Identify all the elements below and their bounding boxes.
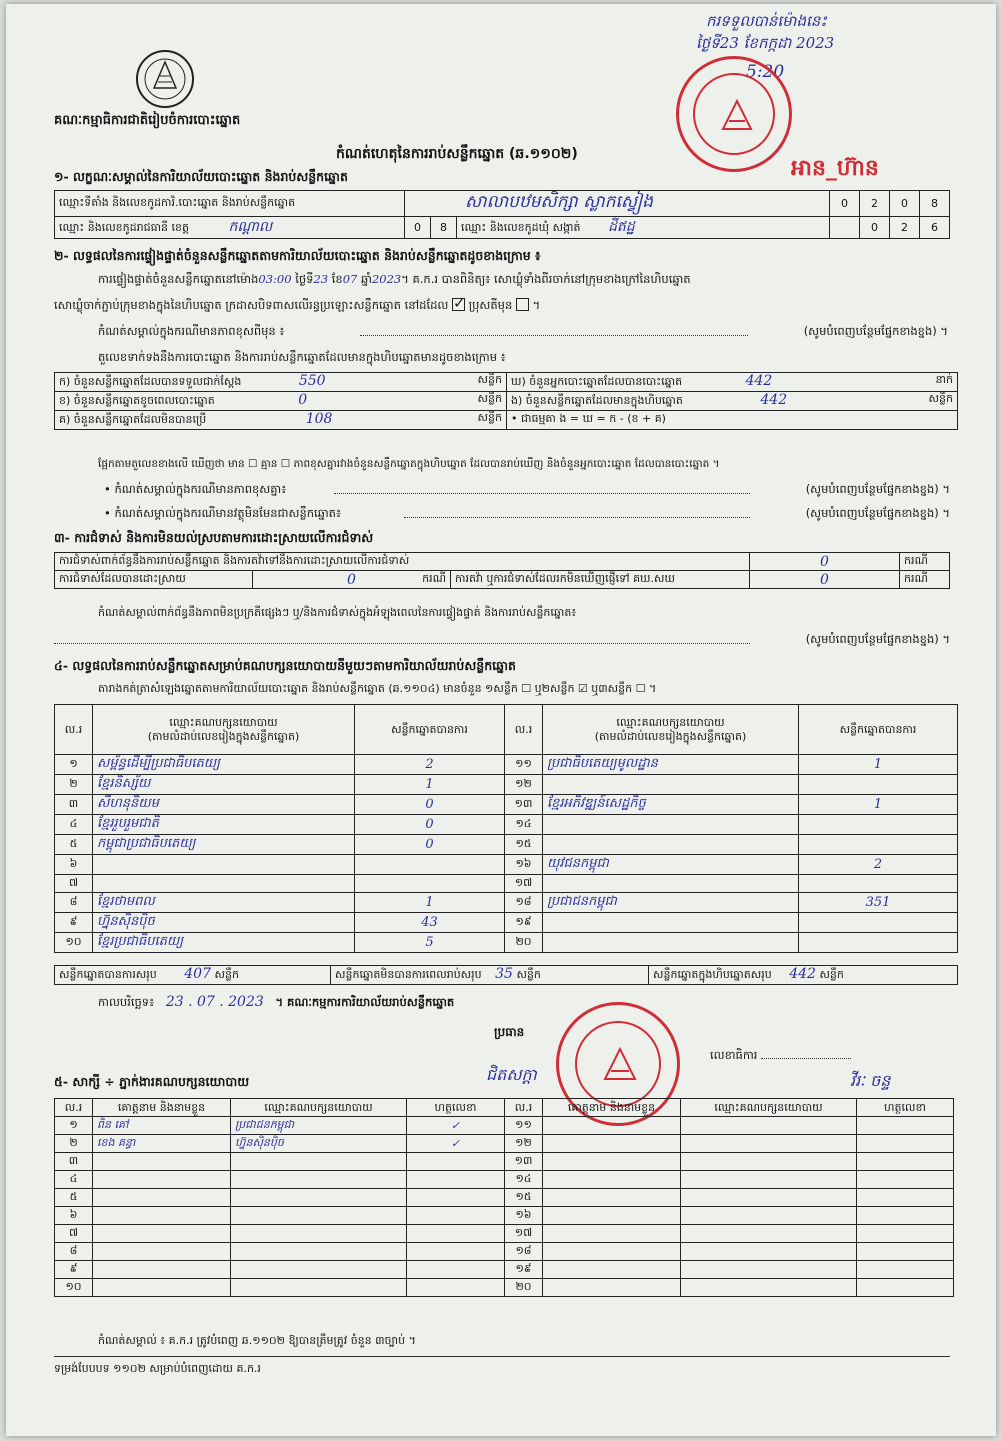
party-votes: 43: [355, 913, 505, 933]
forwarded-value: 0: [750, 571, 900, 589]
witness-signature: [857, 1135, 954, 1153]
row-no: ១៩: [505, 913, 543, 933]
section-1-table: [54, 190, 950, 239]
table-row: [55, 913, 958, 933]
witness-signature: [857, 1225, 954, 1243]
province-code-2: 8: [440, 221, 447, 234]
date-label: កាលបរិច្ឆេទ៖: [98, 995, 155, 1009]
row-no: ៧: [55, 875, 93, 893]
table-row: [55, 1225, 954, 1243]
row-no: ១៥: [505, 835, 543, 855]
received-note-2: ថ្ងៃទី23 ខែកក្កដា 2023: [696, 34, 835, 52]
col-party-right: ឈ្មោះគណបក្សនយោបាយ: [616, 715, 725, 729]
witness-name: [543, 1279, 681, 1297]
w-col-name-right: គោត្តនាម និងនាមខ្លួន: [543, 1099, 681, 1117]
commune-code-2: 2: [901, 221, 908, 234]
witness-signature: [857, 1243, 954, 1261]
witness-signature: [857, 1261, 954, 1279]
witness-party: [681, 1171, 857, 1189]
witness-name: [93, 1207, 231, 1225]
witness-signature: [857, 1117, 954, 1135]
row-no: ៧: [55, 1225, 93, 1243]
difference-note: [98, 324, 948, 341]
table-row: [55, 1135, 954, 1153]
row-no: ១៥: [505, 1189, 543, 1207]
witness-party: [231, 1153, 407, 1171]
row-no: ៩: [55, 1261, 93, 1279]
row-no: ៥: [55, 1189, 93, 1207]
party-name: [543, 875, 799, 893]
table-row: [55, 1171, 954, 1189]
table-row: [55, 933, 958, 953]
witness-party: [231, 1243, 407, 1261]
table-row: [55, 875, 958, 893]
w-col-no-left: ល.រ: [55, 1099, 93, 1117]
discrepancy-fill: (សូមបំពេញបន្ថែមផ្នែកខាងខ្នង) ។: [805, 482, 950, 496]
witness-party: [681, 1135, 857, 1153]
verification-line-2: សោឃ្លុំចាក់ភ្ជាប់ក្រុមខាងក្នុងនៃហិបឆ្នោត ក្រដាសបិទពាសលើរន្ធប្រឡោះសន្លឹកឆ្នោត នៅដដែល ✓ ប្រុសតីមុន ។: [54, 298, 540, 315]
nec-emblem-icon: [134, 48, 196, 110]
complaints-label: ការជំទាស់ពាក់ព័ន្ធនឹងការរាប់សន្លឹកឆ្នោត និងការតវ៉ាទៅនឹងការដោះស្រាយលើការជំទាស់: [55, 553, 750, 571]
witness-party: [231, 1279, 407, 1297]
table-row: [55, 775, 958, 795]
discrepancy-note: [104, 482, 950, 499]
party-votes: [355, 875, 505, 893]
spoiled-value: 0: [298, 392, 308, 408]
unused-label: គ) ចំនួនសន្លឹកឆ្នោតដែលមិនបានប្រើ: [59, 413, 207, 426]
party-name: សីហនុនិយម: [93, 795, 355, 815]
witness-name: [543, 1261, 681, 1279]
unused-value: 108: [305, 411, 333, 427]
location-code-3: 0: [901, 197, 908, 210]
form-page: [6, 4, 996, 1436]
party-name: [543, 933, 799, 953]
different-checkbox[interactable]: [516, 298, 529, 311]
witness-signature: [407, 1189, 505, 1207]
witness-name: [543, 1117, 681, 1135]
foreign-object-note: [104, 506, 950, 523]
verify-time-label: ការផ្ទៀងផ្ទាត់ចំនួនសន្លឹកឆ្នោតនៅម៉ោង: [98, 272, 259, 286]
footer-form-ref: ទម្រង់បែបបទ ១១០២ សម្រាប់បំពេញដោយ គ.ក.រ: [54, 1362, 261, 1375]
seal-text: សោឃ្លុំចាក់ភ្ជាប់ក្រុមខាងក្នុងនៃហិបឆ្នោត ក្រដាសបិទពាសលើរន្ធប្រឡោះសន្លឹកឆ្នោត នៅដដែល: [54, 298, 449, 312]
received-label: ក) ចំនួនសន្លឹកឆ្នោតដែលបានទទួលជាក់ស្តែង: [59, 375, 242, 388]
row-no: ១០: [55, 1279, 93, 1297]
party-results-table: [54, 704, 958, 953]
verify-year: 2023: [371, 272, 402, 286]
party-name: ខ្មែររួបរួមជាតិ: [93, 815, 355, 835]
spoiled-label: ខ) ចំនួនសន្លឹកឆ្នោតខូចពេលបោះឆ្នោត: [59, 394, 215, 407]
unused-unit: សន្លឹក: [477, 411, 502, 424]
row-no: ២០: [505, 933, 543, 953]
party-name: [543, 835, 799, 855]
location-code-2: 2: [871, 197, 878, 210]
table-row: [55, 1207, 954, 1225]
w-col-sign-right: ហត្ថលេខា: [857, 1099, 954, 1117]
commune-label: ឈ្មោះ និងលេខកូដឃុំ សង្កាត់: [461, 221, 581, 234]
row-no: ៣: [55, 795, 93, 815]
witness-name: [543, 1171, 681, 1189]
witness-name: ពិន គៅ: [93, 1117, 231, 1135]
party-name: ខ្មែរនិស្ស័យ: [93, 775, 355, 795]
complaints-value: 0: [750, 553, 900, 571]
party-votes: 0: [355, 795, 505, 815]
party-votes: [799, 775, 958, 795]
different-label: ប្រុសតីមុន: [468, 298, 513, 312]
witness-name: [543, 1243, 681, 1261]
verify-month-label: ខែ: [331, 272, 343, 286]
col-votes-left: សន្លឹកឆ្នោតបានការ: [355, 705, 505, 755]
total-invalid-label: សន្លឹកឆ្នោតមិនបានការពេលរាប់សរុប: [335, 968, 482, 981]
row-no: ២: [55, 1135, 93, 1153]
col-party-left: ឈ្មោះគណបក្សនយោបាយ: [169, 715, 278, 729]
witness-signature: [857, 1189, 954, 1207]
discrepancy-label: • កំណត់សម្គាល់ក្នុងករណីមានភាពខុសគ្នា៖: [104, 482, 287, 496]
in-box-value: 442: [760, 392, 788, 408]
party-name: ខ្មែរអភិវឌ្ឍន៍សេដ្ឋកិច្ច: [543, 795, 799, 815]
witness-signature: [407, 1171, 505, 1189]
col-no-right: ល.រ: [505, 705, 543, 755]
verify-year-label: ឆ្នាំ: [360, 272, 372, 286]
voters-unit: នាក់: [935, 373, 953, 386]
footer-note: កំណត់សម្គាល់ ៖ គ.ក.រ ត្រូវបំពេញ ឆ.១១០២ ឱ្យបានត្រឹមត្រូវ ចំនួន ៣ច្បាប់ ។: [98, 1334, 416, 1347]
party-votes: 2: [799, 855, 958, 875]
party-votes: 5: [355, 933, 505, 953]
witness-signature: ✓: [407, 1135, 505, 1153]
witness-party: ប្រជាជនកម្ពុជា: [231, 1117, 407, 1135]
row-no: ១: [55, 1117, 93, 1135]
row-no: ១២: [505, 775, 543, 795]
table-row: [55, 855, 958, 875]
foreign-object-label: • កំណត់សម្គាល់ក្នុងករណីមានវត្ថុមិនមែនជាសន្លឹកឆ្នោត៖: [104, 506, 342, 520]
party-votes: [799, 875, 958, 893]
table-row: [55, 795, 958, 815]
party-name: ខ្មែរប្រជាធិបតេយ្យ: [93, 933, 355, 953]
witness-party: [681, 1279, 857, 1297]
table-row: [55, 815, 958, 835]
received-note-1: ករទទួលបាន់ម៉ោងនេះ: [706, 12, 827, 30]
difference-note-label: កំណត់សម្គាល់ក្នុងករណីមានភាពខុសពីមុន ៖: [98, 324, 285, 338]
row-no: ១១: [505, 755, 543, 775]
secretary-label: លេខាធិការ: [710, 1048, 758, 1062]
chair-signature: ជិតសក្តា: [486, 1065, 537, 1084]
received-unit: សន្លឹក: [477, 373, 502, 386]
party-votes: 1: [355, 775, 505, 795]
red-handwritten-mark: អាន_ហ៊ាន: [791, 156, 879, 181]
witness-signature: ✓: [407, 1117, 505, 1135]
location-code-4: 8: [931, 197, 938, 210]
secretary-signature: វីរៈ ចន្ទ: [850, 1071, 891, 1090]
table-row: [55, 1261, 954, 1279]
party-votes: 351: [799, 893, 958, 913]
witness-party: [681, 1117, 857, 1135]
witness-name: [93, 1153, 231, 1171]
witness-signature: [407, 1261, 505, 1279]
resolved-unit: ករណី: [422, 571, 446, 585]
party-name: [543, 913, 799, 933]
witness-party: [231, 1225, 407, 1243]
foreign-object-fill: (សូមបំពេញបន្ថែមផ្នែកខាងខ្នង) ។: [805, 506, 950, 520]
row-no: ២: [55, 775, 93, 795]
formula: • ជាធម្មតា ង = ឃ = ក - (ខ + គ): [507, 411, 958, 430]
witness-name: [93, 1171, 231, 1189]
witness-signature: [407, 1207, 505, 1225]
row-no: ៥: [55, 835, 93, 855]
date-value: 23 . 07 . 2023: [165, 994, 264, 1010]
total-box-value: 442: [789, 966, 816, 982]
party-totals-row: [54, 965, 958, 985]
party-name: កម្ពុជាប្រជាធិបតេយ្យ: [93, 835, 355, 855]
commission-name: គណៈកម្មាធិការជាតិរៀបចំការបោះឆ្នោត: [54, 113, 241, 128]
section-2-figures-table: [54, 372, 958, 430]
table-row: [55, 835, 958, 855]
section-3-table: [54, 552, 950, 589]
location-label: ឈ្មោះទីតាំង និងលេខកូដការិ.បោះឆ្នោត និងរាប់សន្លឹកឆ្នោត: [55, 191, 405, 217]
witness-name: [93, 1261, 231, 1279]
witness-party: [681, 1207, 857, 1225]
verify-day-label: ថ្ងៃទី: [295, 272, 314, 286]
witness-name: [543, 1225, 681, 1243]
row-no: ១៨: [505, 893, 543, 913]
chair-label: ប្រធាន: [494, 1025, 525, 1039]
in-box-label: ង) ចំនួនសន្លឹកឆ្នោតដែលមានក្នុងហិបឆ្នោត: [511, 394, 683, 407]
row-no: ៦: [55, 1207, 93, 1225]
witness-name: [543, 1135, 681, 1153]
witness-party: [231, 1171, 407, 1189]
party-votes: [799, 913, 958, 933]
row-no: ១២: [505, 1135, 543, 1153]
party-votes: 2: [355, 755, 505, 775]
signoff-line: [98, 994, 454, 1012]
party-name: ខ្មែរថាមពល: [93, 893, 355, 913]
complaints-unit: ករណី: [900, 553, 950, 571]
irregularity-fill-text: (សូមបំពេញបន្ថែមផ្នែកខាងខ្នង) ។: [805, 632, 950, 646]
col-no-left: ល.រ: [55, 705, 93, 755]
row-no: ១៨: [505, 1243, 543, 1261]
col-party-sub-left: (តាមលំដាប់លេខរៀងក្នុងសន្លឹកឆ្នោត): [147, 729, 300, 743]
figures-intro: តួលេខទាក់ទងនឹងការបោះឆ្នោត និងការរាប់សន្លឹកឆ្នោតដែលមានក្នុងហិបឆ្នោតមានដូចខាងក្រោម ៖: [98, 350, 506, 364]
party-votes: 0: [355, 835, 505, 855]
party-votes: [799, 835, 958, 855]
witness-party: [681, 1225, 857, 1243]
total-valid-value: 407: [184, 966, 211, 982]
table-row: [55, 1117, 954, 1135]
witness-party: [681, 1243, 857, 1261]
party-votes: [799, 933, 958, 953]
total-valid-unit: សន្លឹក: [214, 968, 239, 981]
resolved-label: ការជំទាស់ដែលបានដោះស្រាយ: [55, 571, 253, 589]
party-name: ហ្វ៊ុនស៊ិនប៉ិច: [93, 913, 355, 933]
verify-time: 03:00: [258, 272, 292, 286]
party-name: ប្រជាជនកម្ពុជា: [543, 893, 799, 913]
row-no: ១៣: [505, 1153, 543, 1171]
col-party-sub-right: (តាមលំដាប់លេខរៀងក្នុងសន្លឹកឆ្នោត): [594, 729, 747, 743]
received-value: 550: [298, 373, 326, 389]
verify-day: 23: [313, 272, 329, 286]
section-4-heading: ៤- លទ្ធផលនៃការរាប់សន្លឹកឆ្នោតសម្រាប់គណបក្សនយោបាយនីមួយៗតាមការិយាល័យរាប់សន្លឹកឆ្នោត: [54, 658, 516, 673]
party-name: [93, 855, 355, 875]
location-value: សាលាបឋមសិក្សា ស្លាកស្វៀង: [405, 191, 830, 217]
row-no: ៨: [55, 1243, 93, 1261]
party-name: [543, 775, 799, 795]
party-votes: [355, 855, 505, 875]
party-name: យុវជនកម្ពុជា: [543, 855, 799, 875]
table-row: [55, 1279, 954, 1297]
location-code-1: 0: [841, 197, 848, 210]
irregularity-label: កំណត់សម្គាល់ពាក់ព័ន្ធនឹងភាពមិនប្រក្រតីផ្សេងៗ ឬ/និងការជំទាស់ក្នុងអំឡុងពេលនៃការផ្ទៀងផ្ទាត់ និងការរាប់សន្លឹកឆ្នោត៖: [98, 606, 577, 619]
province-code-1: 0: [414, 221, 421, 234]
total-box-unit: សន្លឹក: [819, 968, 844, 981]
row-no: ៦: [55, 855, 93, 875]
witness-name: [93, 1225, 231, 1243]
row-no: ១: [55, 755, 93, 775]
table-row: [55, 755, 958, 775]
row-no: ១៦: [505, 1207, 543, 1225]
total-valid-label: សន្លឹកឆ្នោតបានការសរុប: [59, 968, 157, 981]
table-row: [55, 1153, 954, 1171]
witness-name: [93, 1189, 231, 1207]
witness-party: [231, 1261, 407, 1279]
witness-party: [681, 1261, 857, 1279]
row-no: ១៧: [505, 875, 543, 893]
witness-name: [543, 1189, 681, 1207]
section-5-heading: ៥- សាក្សី ÷ ភ្នាក់ងារគណបក្សនយោបាយ: [54, 1074, 250, 1089]
forwarded-label: ការតវ៉ា ឬការជំទាស់ដែលរកមិនឃើញផ្ញើទៅ គឃ.សឃ: [451, 571, 750, 589]
witness-signature: [857, 1171, 954, 1189]
party-votes: 1: [799, 795, 958, 815]
row-no: ១៦: [505, 855, 543, 875]
row-no: ២០: [505, 1279, 543, 1297]
province-value: កណ្តាល: [228, 219, 273, 235]
commune-code-1: 0: [871, 221, 878, 234]
row-no: ៤: [55, 815, 93, 835]
verify-text: ។ គ.ក.រ បានពិនិត្យ៖ សោឃ្លុំទាំងពីរចាក់នៅក្រុមខាងក្រៅនៃហិបឆ្នោត: [401, 272, 691, 286]
party-votes: 0: [355, 815, 505, 835]
compare-line: ផ្អែកតាមតួលេខខាងលើ ឃើញថា មាន ☐ គ្មាន ☐ ភាពខុសគ្នារវាងចំនួនសន្លឹកឆ្នោតក្នុងហិបឆ្នោត ដែលបានរាប់ឃើញ និងចំនួនអ្នកបោះឆ្នោត ដែលបានបោះឆ្នោត ។: [98, 458, 720, 470]
in-box-unit: សន្លឹក: [928, 392, 953, 405]
witness-name: ខេង គន្ធា: [93, 1135, 231, 1153]
row-no: ១០: [55, 933, 93, 953]
official-stamp-top: [676, 56, 792, 172]
witness-signature: [407, 1153, 505, 1171]
row-no: ៩: [55, 913, 93, 933]
witness-signature: [857, 1153, 954, 1171]
footer-divider: [54, 1356, 950, 1357]
w-col-no-right: ល.រ: [505, 1099, 543, 1117]
party-votes: 1: [799, 755, 958, 775]
witness-signature: [407, 1243, 505, 1261]
section-2-heading: ២- លទ្ធផលនៃការផ្ទៀងផ្ទាត់ចំនួនសន្លឹកឆ្នោតតាមការិយាល័យបោះឆ្នោត និងរាប់សន្លឹកឆ្នោតដូចខាងក្រោម ៖: [54, 248, 541, 263]
commune-code-3: 6: [931, 221, 938, 234]
secretary-line: [710, 1048, 851, 1065]
commune-value: ដីឥដ្ឋ: [608, 219, 635, 235]
total-invalid-unit: សន្លឹក: [516, 968, 541, 981]
table-row: [55, 893, 958, 913]
witness-name: [543, 1207, 681, 1225]
witness-party: [231, 1207, 407, 1225]
row-no: ១៤: [505, 815, 543, 835]
party-name: ប្រជាធិបតេយ្យមូលដ្ឋាន: [543, 755, 799, 775]
province-label: ឈ្មោះ និងលេខកូដរាជធានី ខេត្ត: [59, 221, 189, 234]
w-col-party-left: ឈ្មោះគណបក្សនយោបាយ: [231, 1099, 407, 1117]
verify-month: 07: [342, 272, 358, 286]
w-col-party-right: ឈ្មោះគណបក្សនយោបាយ: [681, 1099, 857, 1117]
table-row: [55, 1243, 954, 1261]
witness-party: [681, 1153, 857, 1171]
party-name: [93, 875, 355, 893]
total-invalid-value: 35: [495, 966, 513, 982]
row-no: ១៣: [505, 795, 543, 815]
resolved-value: 0: [347, 571, 356, 588]
total-box-label: សន្លឹកឆ្នោតក្នុងហិបឆ្នោតសរុប: [653, 968, 772, 981]
witness-name: [93, 1279, 231, 1297]
witness-party: [231, 1189, 407, 1207]
witness-signature: [407, 1279, 505, 1297]
row-no: ១៩: [505, 1261, 543, 1279]
table-row: [55, 1189, 954, 1207]
forwarded-unit: ករណី: [900, 571, 950, 589]
witness-party: ហ្វ៊ុនស៊ិនប៉ិច: [231, 1135, 407, 1153]
form-title: កំណត់ហេតុនៃការរាប់សន្លឹកឆ្នោត (ឆ.១១០២): [336, 146, 578, 162]
row-no: ៣: [55, 1153, 93, 1171]
row-no: ១៧: [505, 1225, 543, 1243]
same-checkbox[interactable]: [452, 298, 465, 311]
witness-name: [93, 1243, 231, 1261]
w-col-name-left: គោត្តនាម និងនាមខ្លួន: [93, 1099, 231, 1117]
row-no: ១១: [505, 1117, 543, 1135]
col-votes-right: សន្លឹកឆ្នោតបានការ: [799, 705, 958, 755]
voters-value: 442: [745, 373, 773, 389]
tally-sheet-count: តារាងកត់ត្រាសំឡេងឆ្នោតតាមការិយាល័យបោះឆ្នោត និងរាប់សន្លឹកឆ្នោត (ឆ.១១០៤) មានចំនួន ១សន្លឹក ☐ ឬ២សន្លឹក ☑ ឬ៣សន្លឹក ☐ ។: [98, 682, 657, 695]
party-name: សម្ព័ន្ធដើម្បីប្រជាធិបតេយ្យ: [93, 755, 355, 775]
irregularity-note: [98, 606, 950, 622]
committee-name: ។ គណៈកម្មការការិយាល័យរាប់សន្លឹកឆ្នោត: [275, 995, 455, 1009]
party-votes: [799, 815, 958, 835]
witness-name: [543, 1153, 681, 1171]
row-no: ៨: [55, 893, 93, 913]
w-col-sign-left: ហត្ថលេខា: [407, 1099, 505, 1117]
received-time: 5:20: [746, 62, 785, 82]
party-votes: 1: [355, 893, 505, 913]
section-1-heading: ១- លក្ខណៈសម្គាល់នៃការិយាល័យបោះឆ្នោត និងរាប់សន្លឹកឆ្នោត: [54, 169, 348, 184]
witness-table: [54, 1098, 954, 1297]
witness-signature: [857, 1207, 954, 1225]
section-3-heading: ៣- ការជំទាស់ និងការមិនយល់ស្របតាមការដោះស្រាយលើការជំទាស់: [54, 530, 374, 545]
fill-back-note: (សូមបំពេញបន្ថែមផ្នែកខាងខ្នង) ។: [803, 324, 948, 338]
row-no: ៤: [55, 1171, 93, 1189]
witness-party: [681, 1189, 857, 1207]
party-name: [543, 815, 799, 835]
witness-signature: [857, 1279, 954, 1297]
voters-label: ឃ) ចំនួនអ្នកបោះឆ្នោតដែលបានបោះឆ្នោត: [511, 375, 683, 388]
verification-line-1: [98, 272, 691, 289]
row-no: ១៤: [505, 1171, 543, 1189]
witness-signature: [407, 1225, 505, 1243]
spoiled-unit: សន្លឹក: [477, 392, 502, 405]
